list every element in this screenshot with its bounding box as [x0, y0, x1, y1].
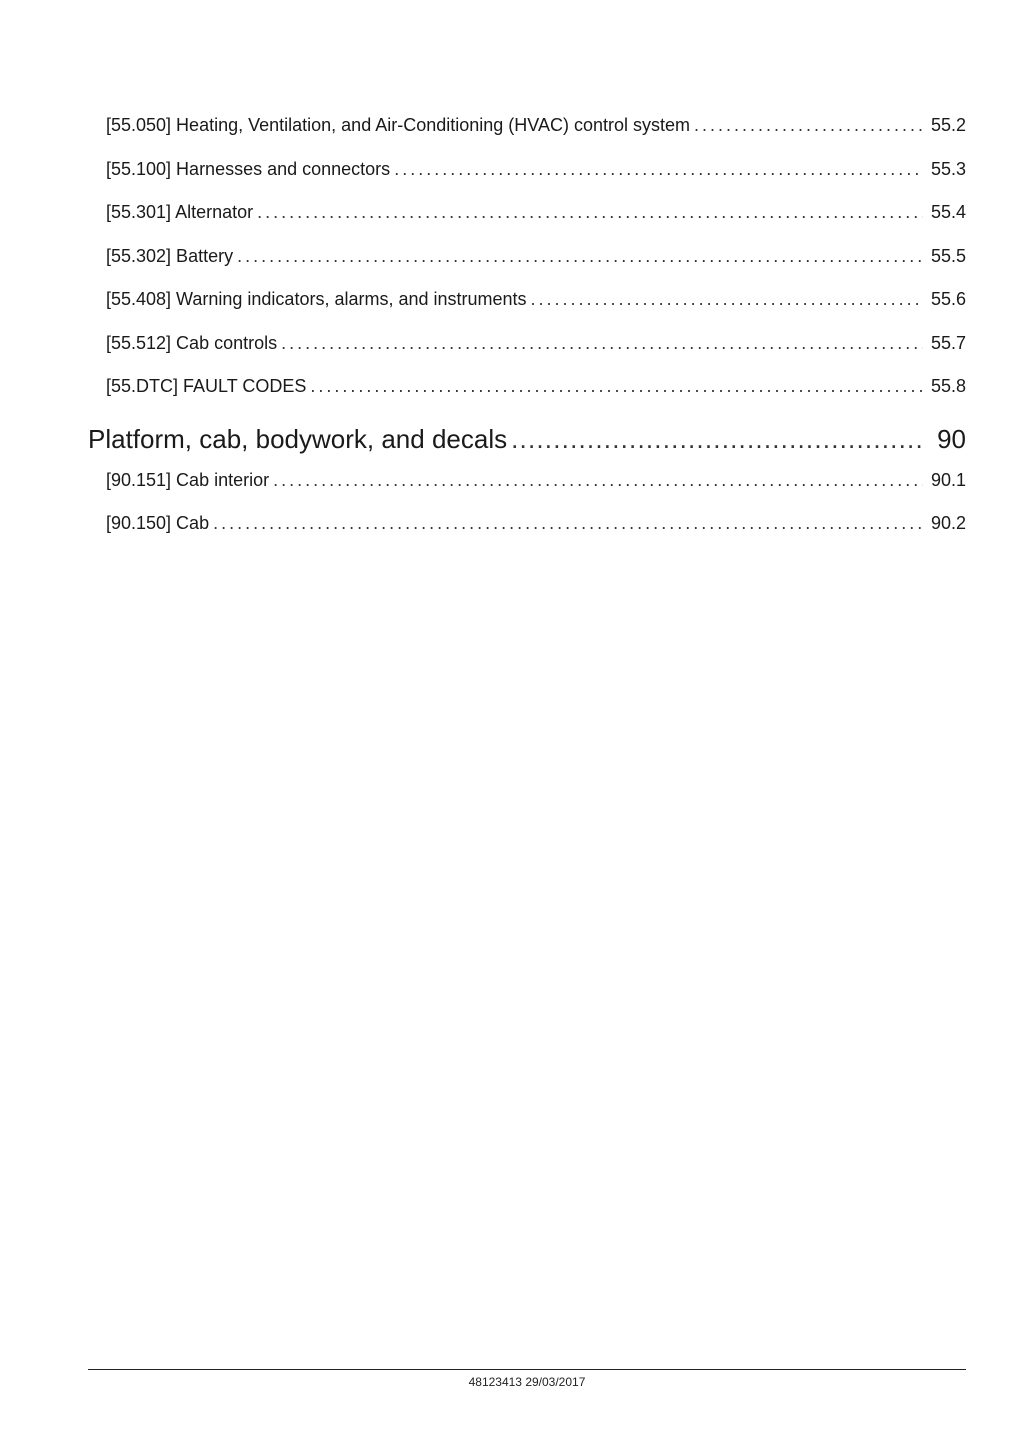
toc-entry-55-100[interactable]: [88, 154, 966, 198]
toc-entry-90-151[interactable]: [88, 465, 966, 509]
dot-leader: [237, 241, 923, 271]
table-of-contents: [88, 110, 966, 552]
toc-entry-label: [55.100] Harnesses and connectors: [106, 158, 391, 179]
footer-document-id: 48123413 29/03/2017: [468, 1375, 586, 1389]
toc-entry-page: 90.1: [930, 469, 966, 490]
toc-entry-page: 55.3: [930, 158, 966, 179]
toc-entry-page: 55.8: [930, 376, 966, 396]
toc-entry-page: 55.4: [930, 202, 966, 222]
dot-leader: [531, 284, 923, 314]
toc-entry-55-302[interactable]: [88, 241, 966, 285]
dot-leader: [257, 197, 923, 227]
toc-entry-55-408[interactable]: [88, 284, 966, 328]
toc-chapter-page: 90: [937, 423, 966, 454]
toc-entry-label: [55.DTC] FAULT CODES: [106, 376, 307, 396]
toc-entry-55-050[interactable]: [88, 110, 966, 154]
toc-entry-label: [55.301] Alternator: [106, 202, 254, 222]
toc-entry-page: 55.7: [930, 332, 966, 353]
dot-leader: [213, 508, 923, 538]
toc-entry-label: [55.408] Warning indicators, alarms, and instruments: [106, 289, 527, 309]
toc-entry-55-512[interactable]: [88, 328, 966, 372]
dot-leader: [273, 465, 923, 495]
toc-chapter-label: Platform, cab, bodywork, and decals: [88, 423, 508, 454]
dot-leader: [281, 328, 923, 358]
toc-chapter-90[interactable]: [88, 414, 966, 465]
toc-entry-label: [90.151] Cab interior: [106, 469, 270, 490]
toc-entry-55-dtc[interactable]: [88, 371, 966, 415]
toc-entry-label: [55.302] Battery: [106, 245, 234, 266]
toc-entry-page: 55.2: [930, 115, 966, 135]
toc-entry-page: 90.2: [930, 513, 966, 533]
toc-entry-page: 55.6: [930, 289, 966, 309]
toc-entry-label: [90.150] Cab: [106, 513, 210, 533]
footer-divider: [88, 1369, 966, 1370]
dot-leader: [511, 414, 921, 464]
toc-entry-55-301[interactable]: [88, 197, 966, 241]
dot-leader: [694, 110, 923, 140]
toc-entry-label: [55.050] Heating, Ventilation, and Air-Conditioning (HVAC) control system: [106, 115, 690, 135]
toc-entry-page: 55.5: [930, 245, 966, 266]
dot-leader: [310, 371, 923, 401]
toc-entry-90-150[interactable]: [88, 508, 966, 552]
toc-entry-label: [55.512] Cab controls: [106, 332, 278, 353]
dot-leader: [394, 154, 923, 184]
